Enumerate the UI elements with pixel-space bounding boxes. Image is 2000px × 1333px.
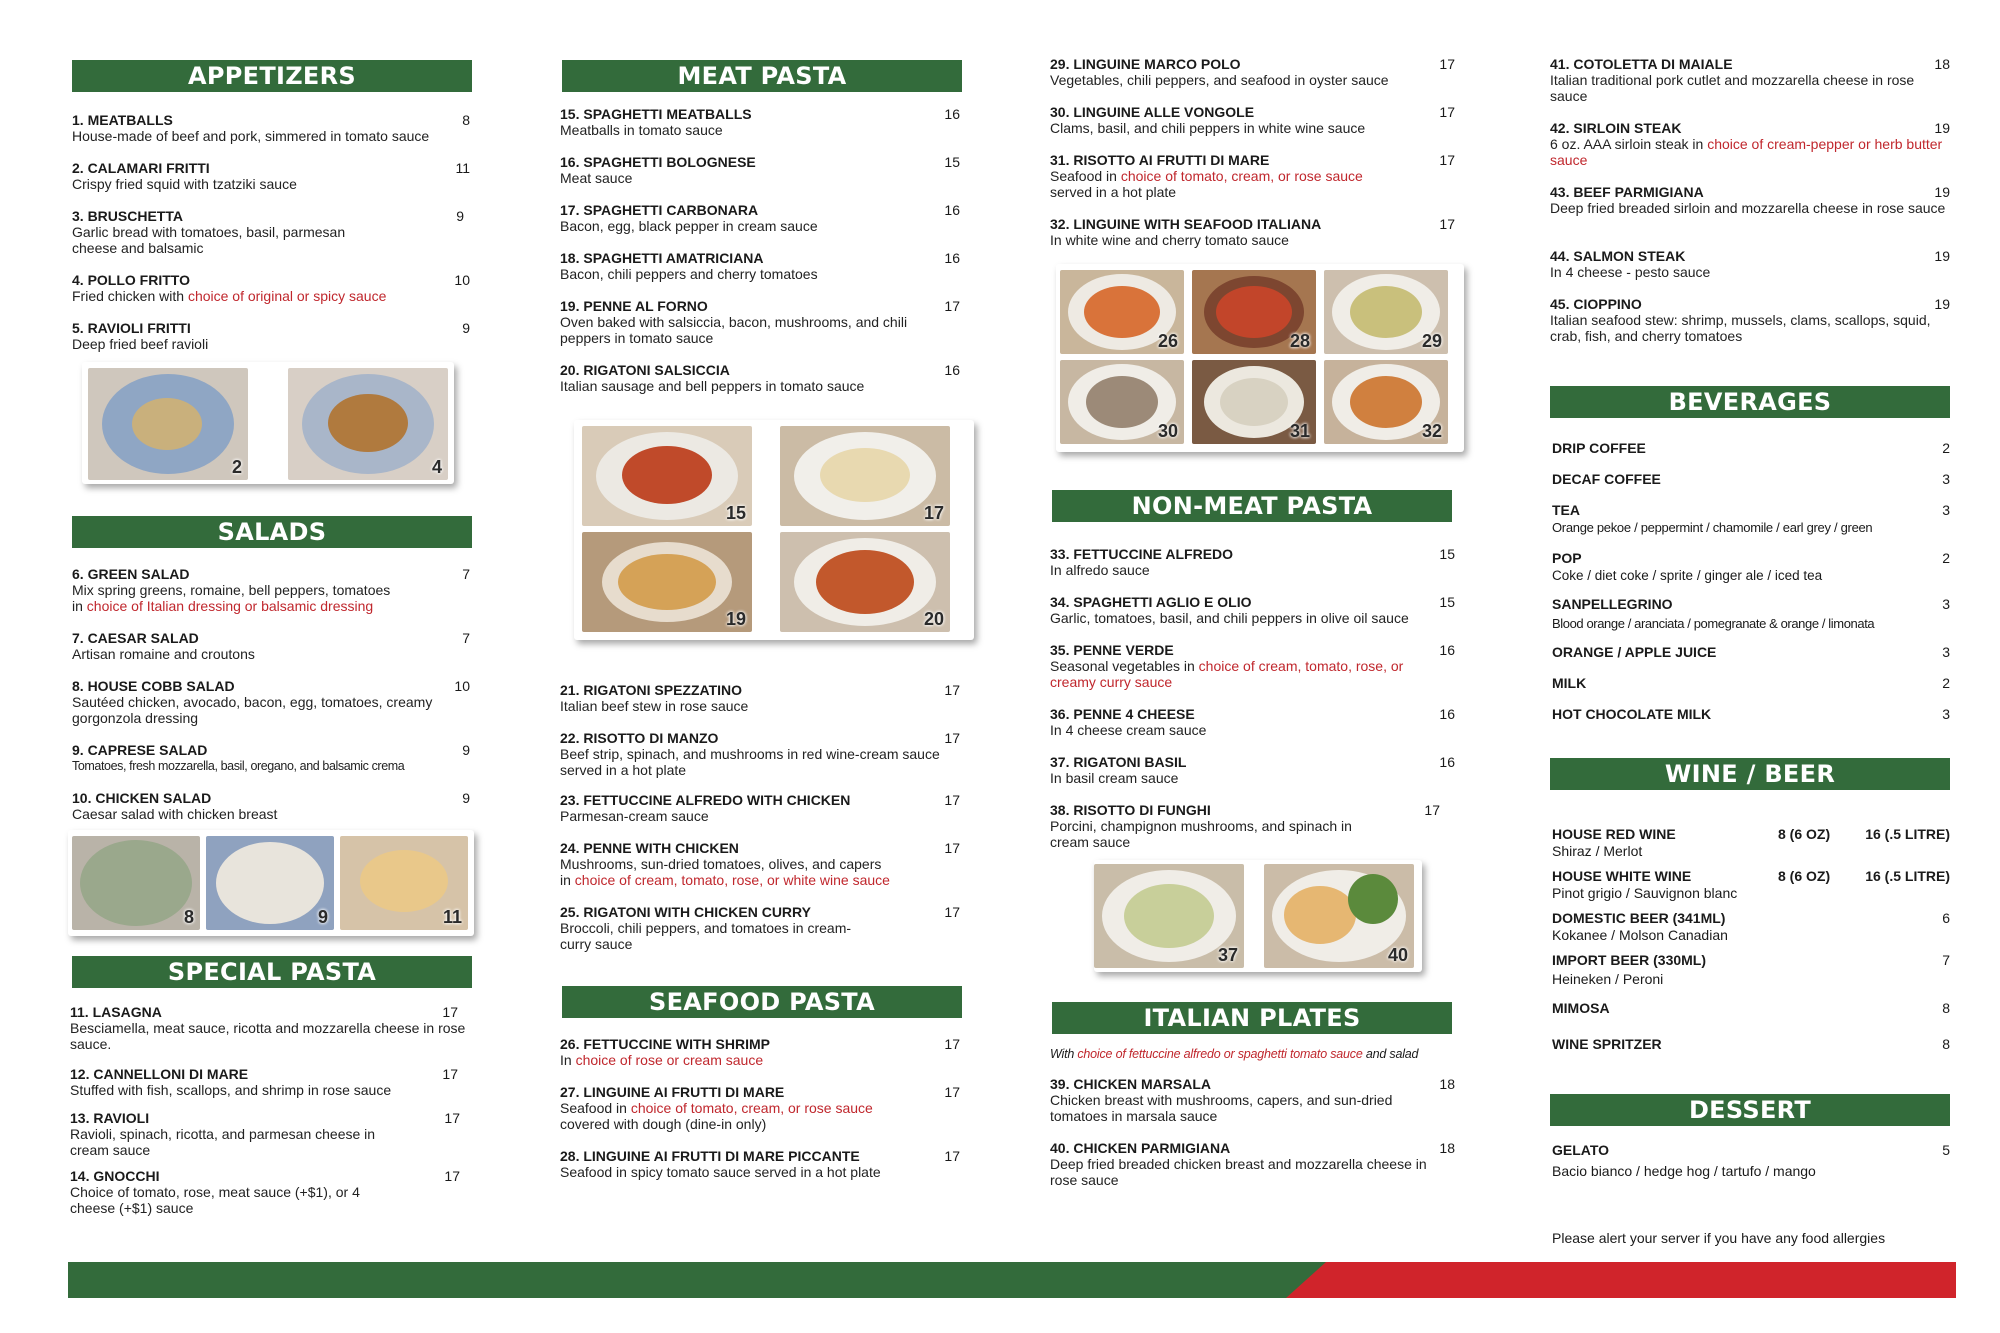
item-price: 18 <box>1934 56 1950 72</box>
item-name: TEA <box>1552 502 1580 518</box>
item-price: 16 <box>944 106 960 122</box>
item-price: 5 <box>1942 1142 1950 1158</box>
item-desc: Parmesan-cream sauce <box>560 808 709 824</box>
item-name: 42. SIRLOIN STEAK <box>1550 120 1682 136</box>
item-desc: Heineken / Peroni <box>1552 971 1664 987</box>
wine-item <box>1552 910 1950 944</box>
section-header-wine-beer: WINE / BEER <box>1550 758 1950 790</box>
beverage-item <box>1552 440 1950 457</box>
menu-item-31 <box>1050 152 1455 200</box>
beverage-item <box>1552 471 1950 488</box>
photo-number: 28 <box>1289 331 1310 351</box>
menu-item-21 <box>560 682 960 714</box>
menu-item-2 <box>72 160 470 192</box>
item-desc: Deep fried breaded sirloin and mozzarella cheese in rose sauce <box>1550 200 1946 216</box>
item-desc: 6 oz. AAA sirloin steak in choice of cream-pepper or herb butter sauce <box>1550 136 1943 168</box>
item-desc: Oven baked with salsiccia, bacon, mushrooms, and chili peppers in tomato sauce <box>560 314 908 346</box>
item-price: 17 <box>442 1004 458 1020</box>
section-header-special-pasta: SPECIAL PASTA <box>72 956 472 988</box>
item-name: HOUSE RED WINE <box>1552 826 1676 842</box>
item-price: 15 <box>944 154 960 170</box>
appetizer-photo-strip <box>82 362 454 484</box>
item-desc: Choice of tomato, rose, meat sauce (+$1), or 4 cheese (+$1) sauce <box>70 1184 360 1216</box>
photo-lasagna <box>340 836 468 930</box>
photo-chicken-parmigiana <box>1264 864 1414 968</box>
photo-number: 20 <box>923 609 944 629</box>
menu-item-36 <box>1050 706 1455 738</box>
item-price: 9 <box>462 790 470 806</box>
menu-item-26 <box>560 1036 960 1068</box>
item-desc: Blood orange / aranciata / pomegranate & orange / limonata <box>1552 616 1875 631</box>
wine-item <box>1552 1000 1950 1017</box>
photo-number: 40 <box>1387 945 1408 965</box>
item-price: 16 <box>944 362 960 378</box>
item-name: 12. CANNELLONI DI MARE <box>70 1066 249 1082</box>
menu-item-39 <box>1050 1076 1455 1124</box>
item-name: 7. CAESAR SALAD <box>72 630 199 646</box>
menu-item-25 <box>560 904 960 952</box>
item-desc-2: covered with dough (dine-in only) <box>560 1116 767 1132</box>
menu-item-34 <box>1050 594 1455 626</box>
item-price: 17 <box>444 1168 460 1184</box>
item-desc: Beef strip, spinach, and mushrooms in red wine-cream sauce served in a hot plate <box>560 746 940 778</box>
item-price: 17 <box>944 840 960 856</box>
item-name: 19. PENNE AL FORNO <box>560 298 708 314</box>
item-desc: Pinot grigio / Sauvignon blanc <box>1552 885 1738 901</box>
dessert-item <box>1552 1142 1950 1180</box>
menu-item-20 <box>560 362 960 394</box>
menu-item-9 <box>72 742 470 774</box>
item-name: 29. LINGUINE MARCO POLO <box>1050 56 1241 72</box>
menu-item-33 <box>1050 546 1455 578</box>
item-desc: Sautéed chicken, avocado, bacon, egg, tomatoes, creamy gorgonzola dressing <box>72 694 433 726</box>
item-desc: In basil cream sauce <box>1050 770 1179 786</box>
item-desc: Seasonal vegetables in choice of cream, tomato, rose, or creamy curry sauce <box>1050 658 1404 690</box>
photo-spaghetti-meatballs <box>582 426 752 526</box>
item-name: 13. RAVIOLI <box>70 1110 150 1126</box>
beverage-item <box>1552 644 1950 661</box>
footer-bar <box>68 1262 1956 1298</box>
item-price: 2 <box>1942 675 1950 691</box>
item-desc: Kokanee / Molson Canadian <box>1552 927 1728 943</box>
section-header-beverages: BEVERAGES <box>1550 386 1950 418</box>
photo-number: 37 <box>1217 945 1238 965</box>
beverage-item <box>1552 550 1950 584</box>
item-desc: Italian seafood stew: shrimp, mussels, clams, scallops, squid, crab, fish, and cherry tomatoes <box>1550 312 1931 344</box>
item-name: 4. POLLO FRITTO <box>72 272 190 288</box>
item-desc: Mushrooms, sun-dried tomatoes, olives, and capers <box>560 856 882 872</box>
item-name: IMPORT BEER (330ML) <box>1552 952 1707 968</box>
item-price: 17 <box>944 1084 960 1100</box>
item-name: 15. SPAGHETTI MEATBALLS <box>560 106 752 122</box>
item-name: 1. MEATBALLS <box>72 112 173 128</box>
photo-number: 31 <box>1289 421 1310 441</box>
item-desc: Bacon, egg, black pepper in cream sauce <box>560 218 818 234</box>
section-header-salads: SALADS <box>72 516 472 548</box>
allergy-note: Please alert your server if you have any food allergies <box>1552 1230 1886 1246</box>
section-header-non-meat-pasta: NON-MEAT PASTA <box>1052 490 1452 522</box>
menu-item-11 <box>70 1004 468 1052</box>
item-price: 17 <box>944 1036 960 1052</box>
menu-item-13 <box>70 1110 460 1158</box>
item-name: 23. FETTUCCINE ALFREDO WITH CHICKEN <box>560 792 851 808</box>
item-price: 19 <box>1934 296 1950 312</box>
item-desc: Garlic, tomatoes, basil, and chili peppers in olive oil sauce <box>1050 610 1409 626</box>
item-price-litre: 16 (.5 LITRE) <box>1865 868 1950 884</box>
item-price: 17 <box>944 730 960 746</box>
meat-pasta-photo-strip <box>574 420 974 640</box>
photo-number: 4 <box>431 457 442 477</box>
menu-item-38 <box>1050 802 1440 850</box>
beverage-item <box>1552 706 1950 723</box>
item-price: 8 <box>1942 1000 1950 1016</box>
item-name: 10. CHICKEN SALAD <box>72 790 212 806</box>
section-header-appetizers: APPETIZERS <box>72 60 472 92</box>
photo-spaghetti-carbonara <box>780 426 950 526</box>
photo-number: 17 <box>923 503 944 523</box>
item-price: 17 <box>444 1110 460 1126</box>
photo-fettuccine-shrimp <box>1060 270 1184 354</box>
italian-plates-note: With choice of fettuccine alfredo or spaghetti tomato sauce and salad <box>1050 1047 1419 1061</box>
item-desc: House-made of beef and pork, simmered in tomato sauce <box>72 128 430 144</box>
item-name: 41. COTOLETTA DI MAIALE <box>1550 56 1733 72</box>
item-name: 36. PENNE 4 CHEESE <box>1050 706 1195 722</box>
item-desc: Orange pekoe / peppermint / chamomile / earl grey / green <box>1552 520 1873 535</box>
photo-marco-polo <box>1324 270 1448 354</box>
item-name: DOMESTIC BEER (341ML) <box>1552 910 1726 926</box>
menu-item-8 <box>72 678 470 726</box>
photo-number: 29 <box>1421 331 1442 351</box>
item-price-glass: 8 (6 OZ) <box>1778 826 1831 842</box>
item-name: 31. RISOTTO AI FRUTTI DI MARE <box>1050 152 1270 168</box>
salad-photo-strip <box>68 830 474 936</box>
menu-item-3 <box>72 208 464 256</box>
item-desc: Bacon, chili peppers and cherry tomatoes <box>560 266 818 282</box>
wine-item <box>1552 826 1950 860</box>
item-name: WINE SPRITZER <box>1552 1036 1662 1052</box>
item-desc: Seafood in spicy tomato sauce served in a hot plate <box>560 1164 881 1180</box>
item-price: 19 <box>1934 248 1950 264</box>
item-name: 25. RIGATONI WITH CHICKEN CURRY <box>560 904 811 920</box>
item-name: 2. CALAMARI FRITTI <box>72 160 210 176</box>
photo-penne-al-forno <box>582 532 752 632</box>
item-desc: Stuffed with fish, scallops, and shrimp in rose sauce <box>70 1082 392 1098</box>
item-price: 7 <box>462 566 470 582</box>
item-price: 17 <box>944 682 960 698</box>
menu-item-43 <box>1550 184 1950 216</box>
menu-item-16 <box>560 154 960 186</box>
item-price: 17 <box>1424 802 1440 818</box>
photo-number: 8 <box>183 907 194 927</box>
menu-item-10 <box>72 790 470 822</box>
menu-item-1 <box>72 112 470 144</box>
item-name: ORANGE / APPLE JUICE <box>1552 644 1717 660</box>
item-price: 17 <box>944 298 960 314</box>
item-price: 17 <box>442 1066 458 1082</box>
item-desc: Ravioli, spinach, ricotta, and parmesan cheese in cream sauce <box>70 1126 376 1158</box>
menu-item-19 <box>560 298 960 346</box>
non-meat-pasta-photo-strip <box>1094 860 1422 972</box>
item-price: 2 <box>1942 440 1950 456</box>
item-price: 17 <box>944 904 960 920</box>
item-name: 28. LINGUINE AI FRUTTI DI MARE PICCANTE <box>560 1148 860 1164</box>
photo-number: 2 <box>231 457 242 477</box>
menu-item-6 <box>72 566 470 614</box>
item-name: GELATO <box>1552 1142 1610 1158</box>
item-price: 7 <box>462 630 470 646</box>
item-name: 37. RIGATONI BASIL <box>1050 754 1187 770</box>
menu-item-44 <box>1550 248 1950 280</box>
item-name: MILK <box>1552 675 1587 691</box>
menu-item-32 <box>1050 216 1455 248</box>
footer-red-stripe <box>1286 1262 1956 1298</box>
section-header-italian-plates: ITALIAN PLATES <box>1052 1002 1452 1034</box>
item-desc: Italian beef stew in rose sauce <box>560 698 749 714</box>
item-desc: Coke / diet coke / sprite / ginger ale / iced tea <box>1552 568 1823 583</box>
item-desc: In 4 cheese - pesto sauce <box>1550 264 1711 280</box>
menu-item-14 <box>70 1168 460 1216</box>
item-price-litre: 16 (.5 LITRE) <box>1865 826 1950 842</box>
photo-vongole <box>1060 360 1184 444</box>
item-price: 15 <box>1439 546 1455 562</box>
item-name: 22. RISOTTO DI MANZO <box>560 730 719 746</box>
item-desc: Besciamella, meat sauce, ricotta and mozzarella cheese in rose sauce. <box>70 1020 466 1052</box>
item-name: 18. SPAGHETTI AMATRICIANA <box>560 250 764 266</box>
photo-caprese-salad <box>206 836 334 930</box>
item-name: 20. RIGATONI SALSICCIA <box>560 362 730 378</box>
item-name: 40. CHICKEN PARMIGIANA <box>1050 1140 1231 1156</box>
section-header-seafood-pasta: SEAFOOD PASTA <box>562 986 962 1018</box>
menu-item-22 <box>560 730 960 778</box>
wine-item <box>1552 952 1950 988</box>
item-desc: Deep fried breaded chicken breast and mozzarella cheese in rose sauce <box>1050 1156 1427 1188</box>
item-desc: Deep fried beef ravioli <box>72 336 209 352</box>
menu-item-28 <box>560 1148 960 1180</box>
menu-item-15 <box>560 106 960 138</box>
item-desc: In choice of rose or cream sauce <box>560 1052 764 1068</box>
item-desc: Seafood in choice of tomato, cream, or rose sauce <box>1050 168 1363 184</box>
item-desc-choice: in choice of Italian dressing or balsamic dressing <box>72 598 374 614</box>
item-name: 33. FETTUCCINE ALFREDO <box>1050 546 1234 562</box>
menu-item-12 <box>70 1066 468 1098</box>
photo-seafood-italiana <box>1324 360 1448 444</box>
item-price-glass: 8 (6 OZ) <box>1778 868 1831 884</box>
menu-item-24 <box>560 840 960 888</box>
photo-number: 9 <box>317 907 328 927</box>
section-header-dessert: DESSERT <box>1550 1094 1950 1126</box>
item-desc: Bacio bianco / hedge hog / tartufo / mango <box>1552 1163 1816 1179</box>
item-name: 26. FETTUCCINE WITH SHRIMP <box>560 1036 771 1052</box>
item-price: 3 <box>1942 471 1950 487</box>
item-desc: Porcini, champignon mushrooms, and spinach in cream sauce <box>1050 818 1352 850</box>
beverage-item <box>1552 502 1950 536</box>
item-name: 30. LINGUINE ALLE VONGOLE <box>1050 104 1255 120</box>
photo-cobb-salad <box>72 836 200 930</box>
menu-item-17 <box>560 202 960 234</box>
item-price: 3 <box>1942 502 1950 518</box>
photo-rigatoni-basil <box>1094 864 1244 968</box>
item-name: 38. RISOTTO DI FUNGHI <box>1050 802 1211 818</box>
menu-item-29 <box>1050 56 1455 88</box>
wine-item <box>1552 1036 1950 1053</box>
item-price: 17 <box>1439 56 1455 72</box>
item-desc: Shiraz / Merlot <box>1552 843 1643 859</box>
item-name: 8. HOUSE COBB SALAD <box>72 678 235 694</box>
item-price: 9 <box>462 320 470 336</box>
menu-item-40 <box>1050 1140 1455 1188</box>
item-price: 10 <box>454 272 470 288</box>
photo-calamari <box>88 368 248 480</box>
photo-number: 32 <box>1421 421 1442 441</box>
item-price: 3 <box>1942 644 1950 660</box>
item-price: 17 <box>1439 104 1455 120</box>
item-desc: Caesar salad with chicken breast <box>72 806 278 822</box>
item-price: 16 <box>944 250 960 266</box>
item-desc: Vegetables, chili peppers, and seafood in oyster sauce <box>1050 72 1389 88</box>
item-price: 6 <box>1942 910 1950 926</box>
photo-number: 26 <box>1157 331 1178 351</box>
item-name: 32. LINGUINE WITH SEAFOOD ITALIANA <box>1050 216 1322 232</box>
item-name: HOT CHOCOLATE MILK <box>1552 706 1712 722</box>
item-price: 19 <box>1934 184 1950 200</box>
menu-item-18 <box>560 250 960 282</box>
item-desc-2: served in a hot plate <box>1050 184 1177 200</box>
item-desc: Chicken breast with mushrooms, capers, and sun-dried tomatoes in marsala sauce <box>1050 1092 1393 1124</box>
item-desc: Garlic bread with tomatoes, basil, parmesan cheese and balsamic <box>72 224 346 256</box>
item-name: 5. RAVIOLI FRITTI <box>72 320 191 336</box>
wine-item <box>1552 868 1950 902</box>
item-name: 21. RIGATONI SPEZZATINO <box>560 682 743 698</box>
item-desc: Clams, basil, and chili peppers in white wine sauce <box>1050 120 1366 136</box>
photo-pollo-fritto <box>288 368 448 480</box>
item-name: 44. SALMON STEAK <box>1550 248 1686 264</box>
menu-item-27 <box>560 1084 960 1132</box>
item-desc: Artisan romaine and croutons <box>72 646 255 662</box>
item-desc: Seafood in choice of tomato, cream, or rose sauce <box>560 1100 873 1116</box>
beverage-item <box>1552 675 1950 692</box>
item-name: SANPELLEGRINO <box>1552 596 1673 612</box>
item-name: DRIP COFFEE <box>1552 440 1646 456</box>
menu-item-42 <box>1550 120 1950 168</box>
item-price: 3 <box>1942 706 1950 722</box>
menu-item-35 <box>1050 642 1455 690</box>
item-desc: Italian sausage and bell peppers in tomato sauce <box>560 378 865 394</box>
menu-item-5 <box>72 320 470 352</box>
item-desc: Tomatoes, fresh mozzarella, basil, oregano, and balsamic crema <box>72 759 405 773</box>
menu-item-45 <box>1550 296 1950 344</box>
item-desc-choice: in choice of cream, tomato, rose, or white wine sauce <box>560 872 890 888</box>
menu-item-23 <box>560 792 960 824</box>
photo-number: 11 <box>442 907 462 927</box>
item-price: 16 <box>1439 706 1455 722</box>
item-name: HOUSE WHITE WINE <box>1552 868 1692 884</box>
menu-item-37 <box>1050 754 1455 786</box>
item-price: 3 <box>1942 596 1950 612</box>
item-price: 7 <box>1942 952 1950 968</box>
item-name: 35. PENNE VERDE <box>1050 642 1174 658</box>
item-name: 11. LASAGNA <box>70 1004 162 1020</box>
item-name: MIMOSA <box>1552 1000 1610 1016</box>
menu-item-30 <box>1050 104 1455 136</box>
item-name: 17. SPAGHETTI CARBONARA <box>560 202 759 218</box>
item-desc: Meatballs in tomato sauce <box>560 122 723 138</box>
item-price: 8 <box>462 112 470 128</box>
item-price: 2 <box>1942 550 1950 566</box>
item-desc: Mix spring greens, romaine, bell peppers, tomatoes <box>72 582 391 598</box>
item-desc: Crispy fried squid with tzatziki sauce <box>72 176 297 192</box>
item-price: 17 <box>1439 216 1455 232</box>
item-name: 16. SPAGHETTI BOLOGNESE <box>560 154 756 170</box>
item-desc: Italian traditional pork cutlet and mozzarella cheese in rose sauce <box>1550 72 1915 104</box>
menu-item-4 <box>72 272 470 304</box>
item-name: 24. PENNE WITH CHICKEN <box>560 840 739 856</box>
photo-number: 15 <box>725 503 746 523</box>
item-name: DECAF COFFEE <box>1552 471 1661 487</box>
item-desc: Meat sauce <box>560 170 633 186</box>
item-price: 8 <box>1942 1036 1950 1052</box>
menu-item-7 <box>72 630 470 662</box>
item-price: 17 <box>944 792 960 808</box>
item-price: 16 <box>944 202 960 218</box>
photo-frutti-di-mare-piccante <box>1192 270 1316 354</box>
item-desc: Fried chicken with choice of original or spicy sauce <box>72 288 387 304</box>
photo-number: 19 <box>725 609 746 629</box>
item-price: 10 <box>454 678 470 694</box>
item-desc: In 4 cheese cream sauce <box>1050 722 1207 738</box>
item-desc: In white wine and cherry tomato sauce <box>1050 232 1289 248</box>
item-price: 16 <box>1439 754 1455 770</box>
item-name: 39. CHICKEN MARSALA <box>1050 1076 1212 1092</box>
seafood-pasta-photo-strip <box>1056 264 1464 452</box>
item-name: 27. LINGUINE AI FRUTTI DI MARE <box>560 1084 785 1100</box>
item-name: 9. CAPRESE SALAD <box>72 742 208 758</box>
item-price: 16 <box>1439 642 1455 658</box>
item-price: 19 <box>1934 120 1950 136</box>
item-price: 9 <box>456 208 464 224</box>
menu-item-41 <box>1550 56 1950 104</box>
item-desc: In alfredo sauce <box>1050 562 1150 578</box>
section-header-meat-pasta: MEAT PASTA <box>562 60 962 92</box>
item-price: 9 <box>462 742 470 758</box>
photo-number: 30 <box>1157 421 1178 441</box>
item-name: 3. BRUSCHETTA <box>72 208 183 224</box>
item-name: 45. CIOPPINO <box>1550 296 1642 312</box>
item-price: 17 <box>944 1148 960 1164</box>
item-price: 18 <box>1439 1076 1455 1092</box>
item-price: 17 <box>1439 152 1455 168</box>
item-price: 11 <box>455 160 470 176</box>
beverage-item <box>1552 596 1950 632</box>
item-name: POP <box>1552 550 1582 566</box>
item-name: 43. BEEF PARMIGIANA <box>1550 184 1704 200</box>
item-name: 34. SPAGHETTI AGLIO E OLIO <box>1050 594 1252 610</box>
item-name: 6. GREEN SALAD <box>72 566 190 582</box>
item-price: 18 <box>1439 1140 1455 1156</box>
photo-risotto-frutti-di-mare <box>1192 360 1316 444</box>
photo-rigatoni-salsiccia <box>780 532 950 632</box>
item-name: 14. GNOCCHI <box>70 1168 160 1184</box>
item-price: 15 <box>1439 594 1455 610</box>
item-desc: Broccoli, chili peppers, and tomatoes in cream-curry sauce <box>560 920 852 952</box>
